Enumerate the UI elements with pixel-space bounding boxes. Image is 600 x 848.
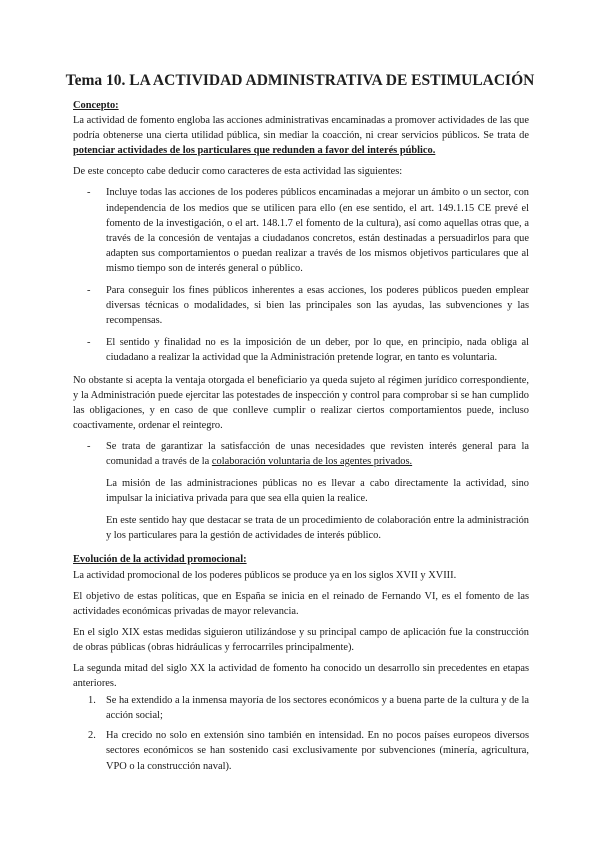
- colaboracion-list: [73, 439, 529, 469]
- bullet4-underlined: colaboración voluntaria de los agentes privados.: [211, 455, 413, 467]
- list-item: [73, 728, 529, 773]
- list-item: [73, 439, 529, 469]
- evolucion-paragraph-2: El objetivo de estas políticas, que en España se inicia en el reinado de Fernando VI, es el fomento de las actividades económicas privadas de mayor relevancia.: [73, 590, 529, 617]
- list-item: - Para conseguir los fines públicos inherentes a esas acciones, los poderes públicos pueden emplear diversas técnicas o modalidades, si bien las principales son las ayudas, las subvenciones y las recompensas.: [73, 283, 529, 328]
- list-item: - El sentido y finalidad no es la imposición de un deber, por lo que, en principio, nada obliga al ciudadano a realizar la actividad que la Administración pretende lograr, en tanto es voluntaria.: [73, 335, 529, 365]
- page-title: Tema 10. LA ACTIVIDAD ADMINISTRATIVA DE ESTIMULACIÓN: [65, 72, 535, 89]
- evolucion-numbered-list: [73, 693, 529, 773]
- evolucion-paragraph-4: La segunda mitad del siglo XX la actividad de fomento ha conocido un desarrollo sin precedentes en etapas anteriores.: [73, 663, 529, 690]
- section-heading-concepto: Concepto:: [73, 100, 119, 111]
- indent-paragraph-1: La misión de las administraciones públicas no es llevar a cabo directamente la actividad, sino impulsar la iniciativa privada para que sea ella quien la realice.: [106, 478, 529, 505]
- evolucion-paragraph-3: En el siglo XIX estas medidas siguieron utilizándose y su principal campo de aplicación fue la construcción de obras públicas (obras hidráulicas y ferrocarriles principalmente).: [73, 626, 529, 653]
- indent-paragraph-2: En este sentido hay que destacar se trata de un procedimiento de colaboración entre la administración y los particulares para la gestión de actividades de interés público.: [106, 515, 529, 542]
- list-item-text: Se ha extendido a la inmensa mayoría de los sectores económicos y a buena parte de la cultura y de la acción social;: [106, 695, 529, 722]
- section-heading-evolucion: Evolución de la actividad promocional:: [73, 554, 247, 566]
- concepto-paragraph-3: No obstante si acepta la ventaja otorgada el beneficiario ya queda sujeto al régimen jurídico correspondiente, y la Administración puede ejercitar las potestades de inspección y control para comprobar si se han cumplido las obligaciones, y en caso de que conlleve cumplir o realizar ciertos comportamientos puede, incluso coactivamente, ordenar el reintegro.: [73, 374, 529, 431]
- list-item: - Incluye todas las acciones de los poderes públicos encaminadas a mejorar un ámbito o un sector, con independencia de los medios que se utilicen para ello (en ese sentido, el art. 149.1.15 CE prevé el fomento de la investigación, o el art. 148.1.7 el fomento de la cultura), así como aquellas otras que, a través de la concesión de ventajas a ciudadanos concretos, están destinadas a persuadirlos para que adapten sus comportamientos o puedan realizar a través de los mismos objetivos particulares que al mismo tiempo son de interés general o público.: [73, 185, 529, 276]
- list-item: [73, 693, 529, 723]
- list-item-text: Ha crecido no solo en extensión sino también en intensidad. En no pocos países europeos diversos sectores económicos se han sostenido casi exclusivamente por subvenciones (minería, agricultura, VPO o la construcción naval).: [106, 730, 529, 772]
- concepto-p1-text: La actividad de fomento engloba las acciones administrativas encaminadas a promover actividades de las que podría obtenerse una cierta utilidad pública, sin mediar la coacción, ni crear servicios públicos. Se trata de: [73, 115, 529, 142]
- list-number: 1.: [88, 695, 96, 707]
- document-body: [73, 98, 529, 779]
- concepto-paragraph-2: De este concepto cabe deducir como caracteres de esta actividad las siguientes:: [73, 166, 403, 178]
- evolucion-paragraph-1: La actividad promocional de los poderes públicos se produce ya en los siglos XVII y XVIII.: [73, 569, 457, 581]
- list-number: 2.: [88, 730, 96, 742]
- concepto-paragraph-1: [73, 113, 529, 158]
- caracteres-list: [73, 185, 529, 365]
- bullet4-text: Se trata de garantizar la satisfacción de unas necesidades que revisten interés general para la comunidad a través de la: [106, 440, 529, 467]
- concepto-p1-emphasis: potenciar actividades de los particulares que redunden a favor del interés público.: [73, 145, 436, 157]
